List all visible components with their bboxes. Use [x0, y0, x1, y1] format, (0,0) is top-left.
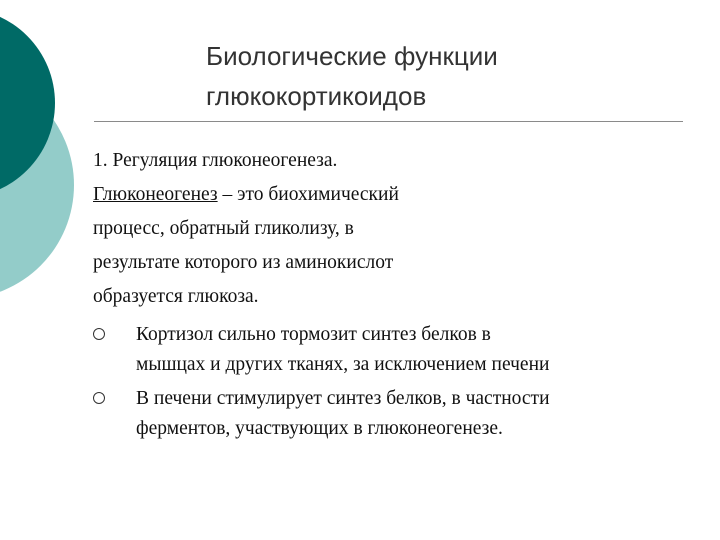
bullet-1-line-2: мышцах и других тканях, за исключением печени: [136, 354, 550, 375]
hollow-circle-bullet-icon: [93, 392, 105, 404]
definition-term: Глюконеогенез: [93, 184, 218, 205]
title-line-2: глюкокортикоидов: [206, 81, 427, 111]
bullet-item-2: [93, 384, 693, 444]
intro-heading: 1. Регуляция глюконеогенеза.: [93, 150, 338, 171]
hollow-circle-bullet-icon: [93, 328, 105, 340]
slide-body: [93, 150, 693, 448]
slide-title: [206, 36, 686, 116]
bullet-2-line-1: В печени стимулирует синтез белков, в частности: [136, 388, 550, 409]
title-line-1: Биологические функции: [206, 41, 498, 71]
bullet-2-line-2: ферментов, участвующих в глюконеогенезе.: [136, 418, 503, 439]
definition-rest: – это биохимический: [217, 184, 399, 205]
bullet-item-1: [93, 320, 693, 380]
bullet-1-line-1: Кортизол сильно тормозит синтез белков в: [136, 324, 491, 345]
definition-line-4: образуется глюкоза.: [93, 286, 259, 307]
definition-line-2: процесс, обратный гликолизу, в: [93, 218, 354, 239]
definition-line-1: [93, 184, 693, 218]
definition-line-3: результате которого из аминокислот: [93, 252, 394, 273]
title-divider: [94, 121, 683, 122]
